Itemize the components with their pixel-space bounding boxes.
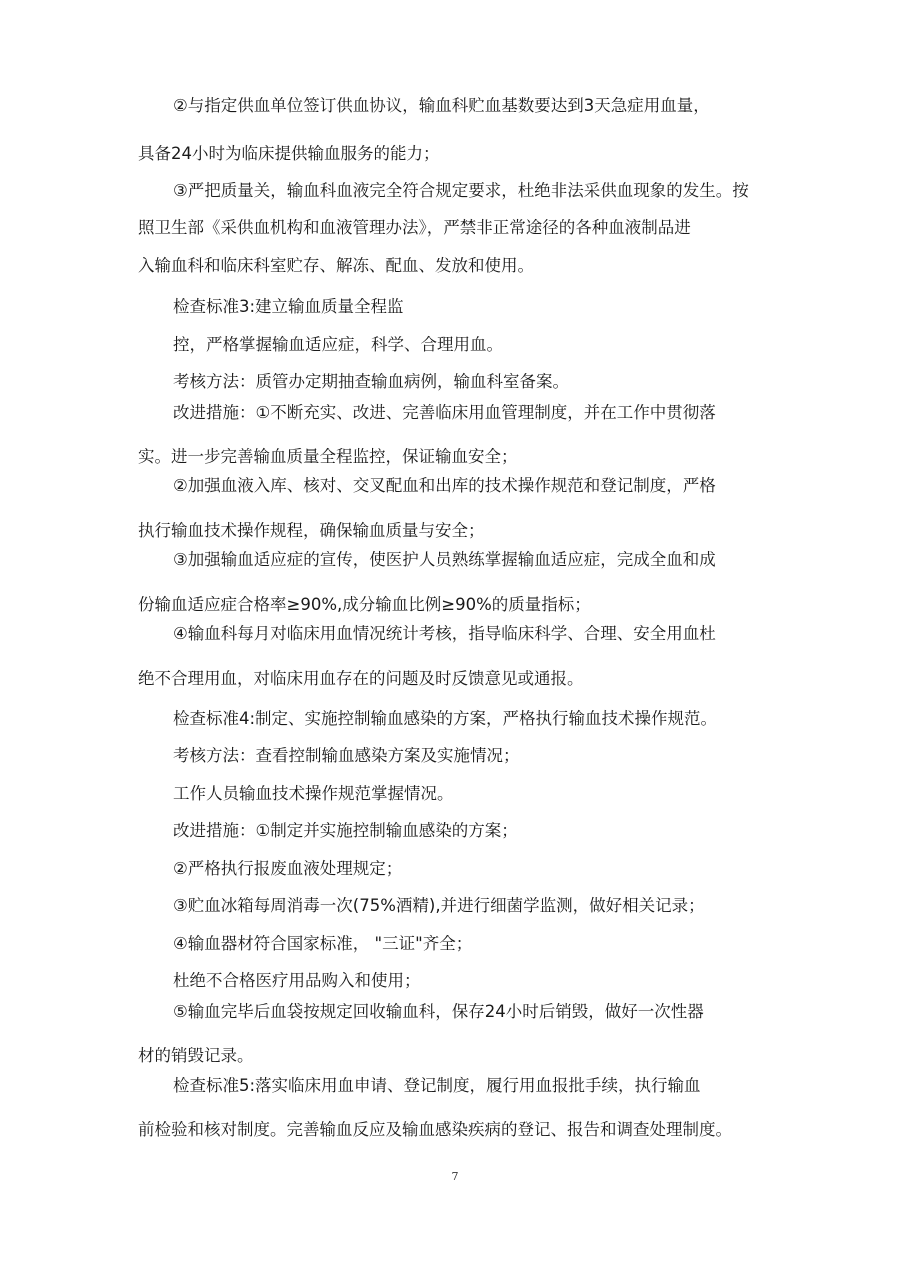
paragraph-line: ②与指定供血单位签订供血协议，输血科贮血基数要达到3天急症用血量， (173, 96, 710, 115)
paragraph-line: 考核方法：质管办定期抽查输血病例，输血科室备案。 (173, 372, 569, 391)
paragraph-line: 具备24小时为临床提供输血服务的能力； (138, 144, 440, 163)
page-number: 7 (451, 1170, 459, 1183)
paragraph-line: 绝不合理用血，对临床用血存在的问题及时反馈意见或通报。 (138, 669, 584, 688)
paragraph-line: 照卫生部《采供血机构和血液管理办法》，严禁非正常途径的各种血液制品进 (138, 218, 691, 237)
paragraph-line: 入输血科和临床科室贮存、解冻、配血、发放和使用。 (138, 256, 534, 275)
paragraph-line: ③加强输血适应症的宣传，使医护人员熟练掌握输血适应症，完成全血和成 (173, 550, 716, 569)
paragraph-line: ⑤输血完毕后血袋按规定回收输血科，保存24小时后销毁，做好一次性器 (173, 1002, 704, 1021)
paragraph-line: 检查标准3:建立输血质量全程监 (173, 297, 404, 316)
paragraph-line: ②加强血液入库、核对、交叉配血和出库的技术操作规范和登记制度，严格 (173, 476, 716, 495)
paragraph-line: 实。进一步完善输血质量全程监控，保证输血安全； (138, 447, 518, 466)
paragraph-line: 份输血适应症合格率≥90%,成分输血比例≥90%的质量指标； (138, 595, 591, 614)
paragraph-line: 执行输血技术操作规程，确保输血质量与安全； (138, 521, 485, 540)
paragraph-line: 杜绝不合格医疗用品购入和使用； (173, 971, 421, 990)
paragraph-line: 改进措施：①不断充实、改进、完善临床用血管理制度，并在工作中贯彻落 (173, 403, 716, 422)
paragraph-line: 控，严格掌握输血适应症，科学、合理用血。 (173, 335, 503, 354)
paragraph-line: 材的销毁记录。 (138, 1046, 254, 1065)
paragraph-line: ②严格执行报废血液处理规定； (173, 859, 403, 878)
paragraph-line: 前检验和核对制度。完善输血反应及输血感染疾病的登记、报告和调查处理制度。 (138, 1120, 732, 1139)
paragraph-line: ③贮血冰箱每周消毒一次(75%酒精),并进行细菌学监测，做好相关记录； (173, 896, 705, 915)
paragraph-line: 检查标准4:制定、实施控制输血感染的方案，严格执行输血技术操作规范。 (173, 709, 718, 728)
paragraph-line: 改进措施：①制定并实施控制输血感染的方案； (173, 821, 518, 840)
paragraph-line: ④输血器材符合国家标准， "三证"齐全； (173, 934, 473, 953)
paragraph-line: 工作人员输血技术操作规范掌握情况。 (173, 784, 454, 803)
paragraph-line: ③严把质量关，输血科血液完全符合规定要求，杜绝非法采供血现象的发生。按 (173, 181, 749, 200)
paragraph-line: 检查标准5:落实临床用血申请、登记制度，履行用血报批手续，执行输血 (173, 1076, 701, 1095)
paragraph-line: 考核方法：查看控制输血感染方案及实施情况； (173, 746, 520, 765)
paragraph-line: ④输血科每月对临床用血情况统计考核，指导临床科学、合理、安全用血杜 (173, 624, 716, 643)
